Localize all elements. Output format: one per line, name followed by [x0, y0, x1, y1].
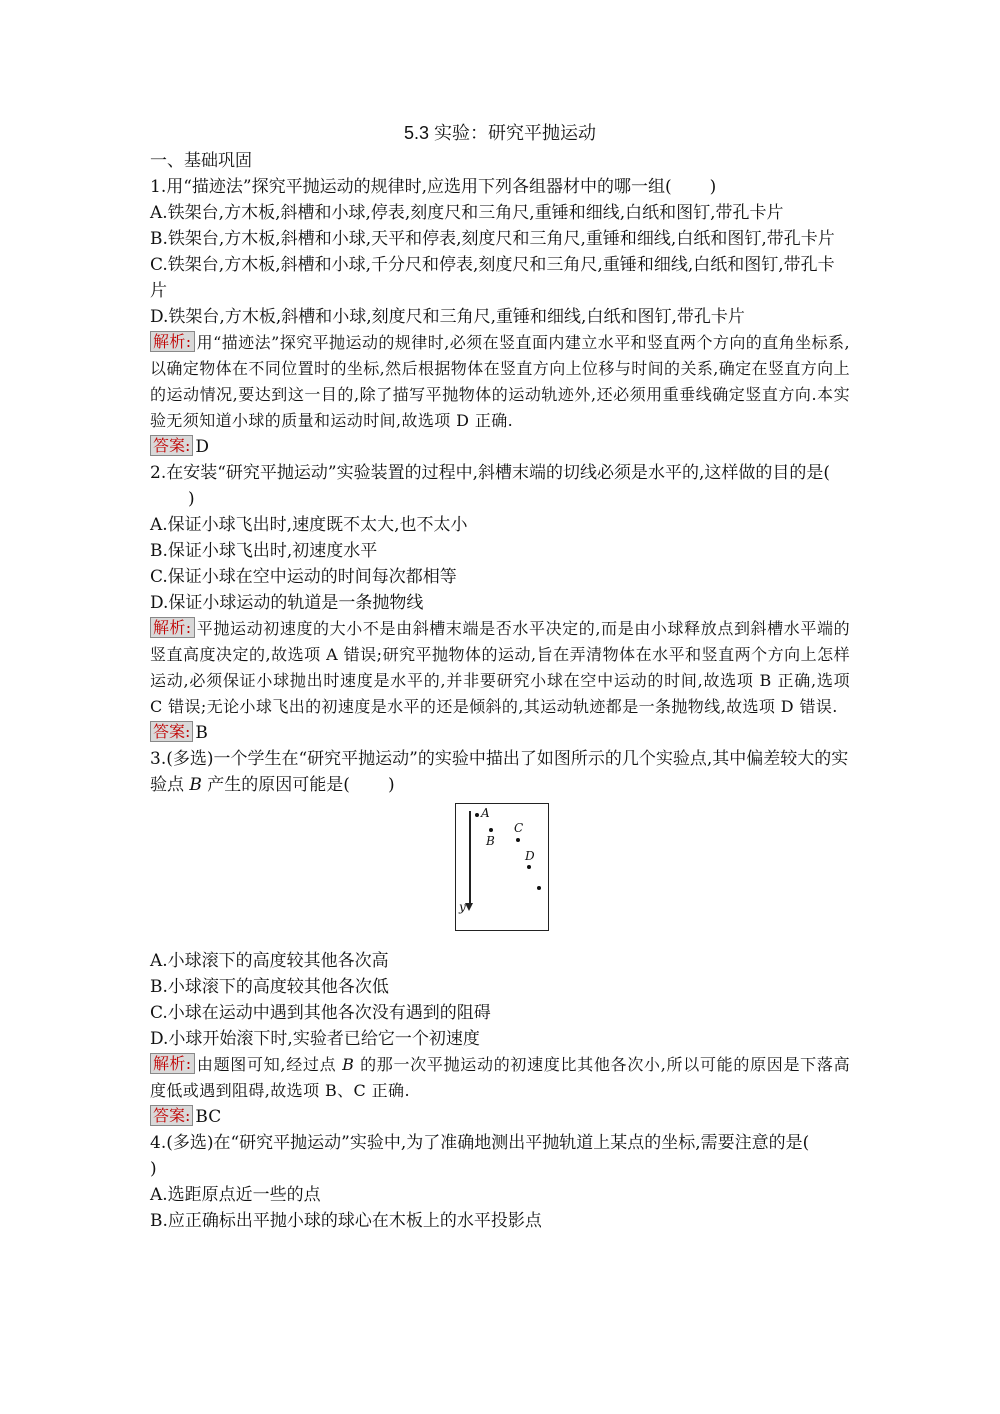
experiment-point-diagram — [455, 803, 549, 931]
point-a-dot — [475, 813, 479, 817]
q1-answer: 答案: D — [150, 434, 850, 460]
point-b-label: B — [486, 834, 495, 848]
q3-option-c: C.小球在运动中遇到其他各次没有遇到的阻碍 — [150, 1003, 491, 1023]
y-axis — [469, 811, 471, 906]
q4-option-a: A.选距原点近一些的点 — [150, 1185, 321, 1205]
point-d-dot — [527, 865, 531, 869]
y-axis-arrow — [465, 903, 473, 911]
point-a-label: A — [481, 806, 490, 820]
q3-stem: 3.(多选)一个学生在“研究平抛运动”的实验中描出了如图所示的几个实验点,其中偏差较大的实验点 B 产生的原因可能是( ) — [150, 749, 849, 795]
q2-option-b: B.保证小球飞出时,初速度水平 — [150, 541, 378, 561]
section-heading: 一、基础巩固 — [150, 151, 252, 171]
q2-stem: 2.在安装“研究平抛运动”实验装置的过程中,斜槽末端的切线必须是水平的,这样做的目的是() — [150, 463, 831, 509]
q2-option-d: D.保证小球运动的轨道是一条抛物线 — [150, 593, 424, 613]
q3-explanation: 解析: 由题图可知,经过点 B 的那一次平抛运动的初速度比其他各次小,所以可能的原因是下落高度低或遇到阻碍,故选项 B、C 正确. — [150, 1054, 850, 1100]
explanation-tag: 解析: — [150, 617, 195, 638]
q2-explanation: 解析: 平抛运动初速度的大小不是由斜槽末端是否水平决定的,而是由小球释放点到斜槽水平端的竖直高度决定的,故选项 A 错误;研究平抛物体的运动,旨在弄清物体在水平和竖直两个方向上怎样运动,必须保证小球抛出时速度是水平的,并非要研究小球在空中运动的时间,故选项 B 正确,选项 C 错误;无论小球飞出的初速度是水平的还是倾斜的,其运动轨迹都是一条抛物线,故选项 D 错误. — [150, 618, 850, 716]
answer-tag: 答案: — [150, 1105, 193, 1126]
q3-option-a: A.小球滚下的高度较其他各次高 — [150, 951, 389, 971]
q1-option-a: A.铁架台,方木板,斜槽和小球,停表,刻度尺和三角尺,重锤和细线,白纸和图钉,带孔卡片 — [150, 203, 784, 223]
q3-option-d: D.小球开始滚下时,实验者已给它一个初速度 — [150, 1029, 480, 1049]
q1-option-d: D.铁架台,方木板,斜槽和小球,刻度尺和三角尺,重锤和细线,白纸和图钉,带孔卡片 — [150, 307, 745, 327]
q1-option-c: C.铁架台,方木板,斜槽和小球,千分尺和停表,刻度尺和三角尺,重锤和细线,白纸和图钉,带孔卡片 — [150, 255, 835, 301]
q1-option-b: B.铁架台,方木板,斜槽和小球,天平和停表,刻度尺和三角尺,重锤和细线,白纸和图钉,带孔卡片 — [150, 229, 835, 249]
q3-option-b: B.小球滚下的高度较其他各次低 — [150, 977, 389, 997]
answer-tag: 答案: — [150, 721, 193, 742]
document-page — [150, 118, 850, 1234]
y-axis-label: y — [459, 900, 466, 914]
q2-option-c: C.保证小球在空中运动的时间每次都相等 — [150, 567, 457, 587]
point-d-label: D — [525, 849, 535, 863]
point-c-dot — [516, 838, 520, 842]
point-e-dot — [537, 886, 541, 890]
explanation-tag: 解析: — [150, 331, 195, 352]
q1-explanation: 解析: 用“描迹法”探究平抛运动的规律时,必须在竖直面内建立水平和竖直两个方向的直角坐标系,以确定物体在不同位置时的坐标,然后根据物体在竖直方向上位移与时间的关系,确定在竖直方向上的运动情况,要达到这一目的,除了描写平抛物体的运动轨迹外,还必须用重垂线确定竖直方向.本实验无须知道小球的质量和运动时间,故选项 D 正确. — [150, 332, 850, 430]
answer-tag: 答案: — [150, 435, 193, 456]
q3-answer: 答案: BC — [150, 1104, 850, 1130]
q4-stem: 4.(多选)在“研究平抛运动”实验中,为了准确地测出平抛轨道上某点的坐标,需要注意的是() — [150, 1133, 810, 1179]
point-c-label: C — [514, 821, 524, 835]
point-b-dot — [489, 828, 493, 832]
page-title: 5.3 实验：研究平抛运动 — [403, 123, 597, 143]
q3-figure — [150, 798, 850, 948]
q4-option-b: B.应正确标出平抛小球的球心在木板上的水平投影点 — [150, 1211, 542, 1231]
q2-answer: 答案: B — [150, 720, 850, 746]
q1-stem: 1.用“描迹法”探究平抛运动的规律时,应选用下列各组器材中的哪一组( ) — [150, 177, 717, 197]
explanation-tag: 解析: — [150, 1053, 195, 1074]
q2-option-a: A.保证小球飞出时,速度既不太大,也不太小 — [150, 515, 468, 535]
